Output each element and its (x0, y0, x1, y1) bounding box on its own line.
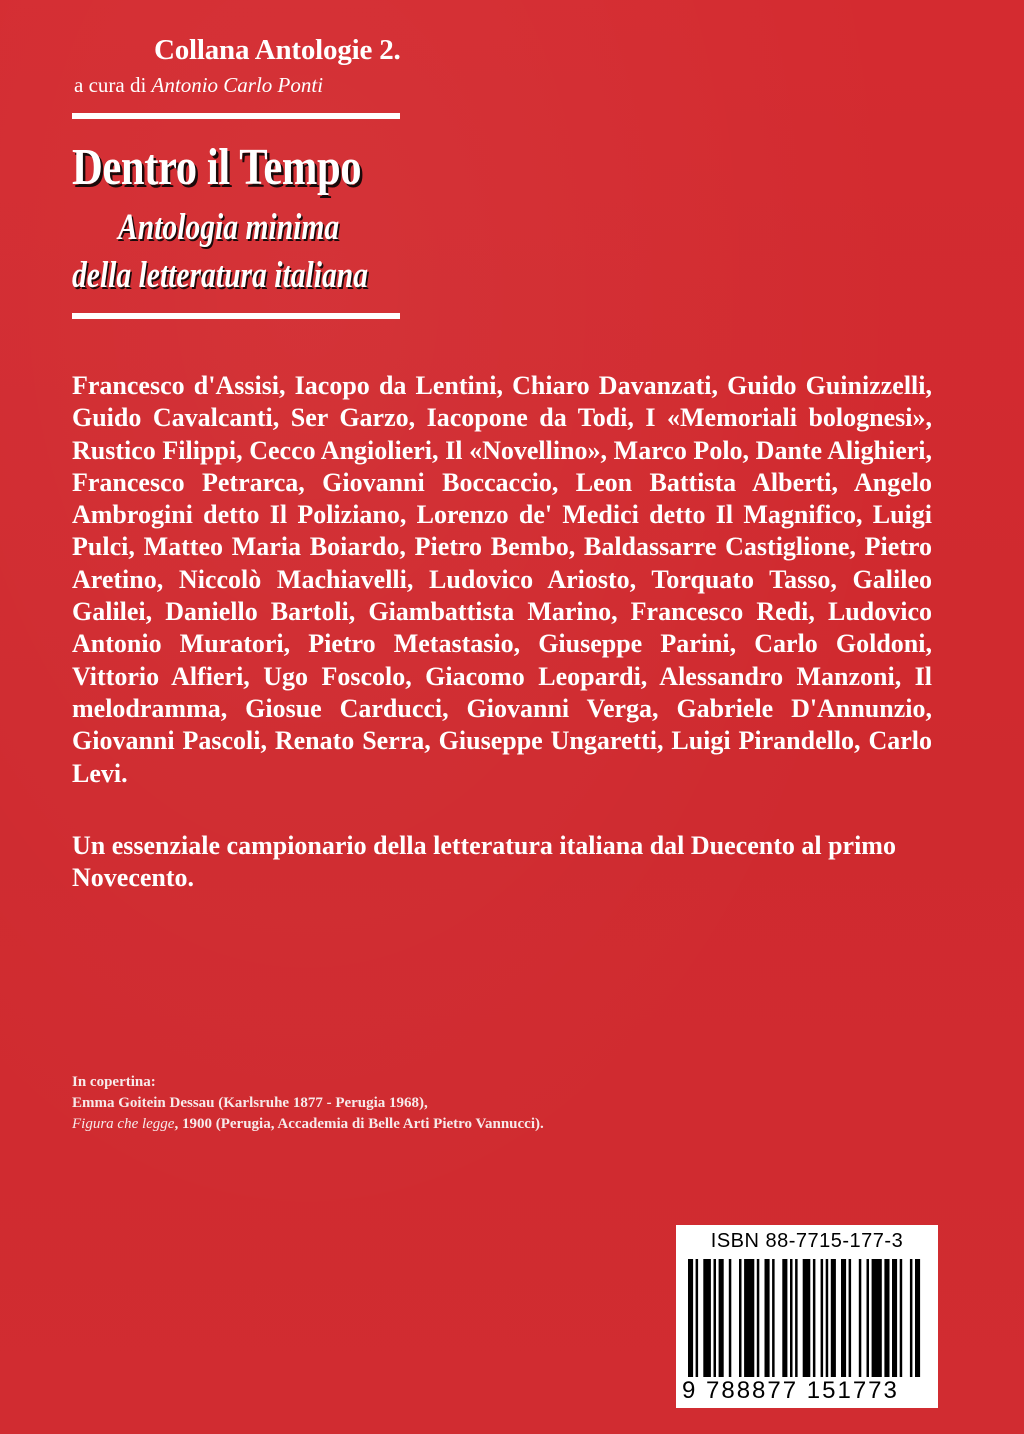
credits-work-title: Figura che legge (72, 1116, 175, 1132)
barcode-icon (686, 1259, 928, 1377)
barcode-bar (772, 1259, 775, 1377)
barcode-bar (765, 1259, 770, 1377)
credits-label: In copertina: (72, 1074, 156, 1090)
ean-number: 9 788877 151773 (682, 1377, 899, 1404)
barcode-bar (729, 1259, 732, 1377)
barcode-bar (757, 1259, 760, 1377)
credits-artist: Emma Goitein Dessau (Karlsruhe 1877 - Perugia 1968), (72, 1095, 428, 1111)
barcode-bar (795, 1259, 798, 1377)
subtitle-line-2: della letteratura italiana (72, 255, 369, 296)
barcode-bar (696, 1259, 699, 1377)
barcode-bar (872, 1259, 882, 1377)
barcode-bar (688, 1259, 693, 1377)
curator-line (74, 73, 323, 98)
barcode-bar (782, 1259, 787, 1377)
credits-work-details: , 1900 (Perugia, Accademia di Belle Arti Pietro Vannucci). (174, 1116, 544, 1132)
barcode-bar (892, 1259, 897, 1377)
barcode-bar (739, 1259, 742, 1377)
subtitle-line-1: Antologia minima (118, 207, 340, 248)
barcode-bar (849, 1259, 852, 1377)
barcode-bar (821, 1259, 824, 1377)
authors-list: Francesco d'Assisi, Iacopo da Lentini, Chiaro Davanzati, Guido Guinizzelli, Guido Cavalcanti, Ser Garzo, Iacopone da Todi, I «Memoriali bolognesi», Rustico Filippi, Cecco Angiolieri, Il «Novellino», Marco Polo, Dante Alighieri, Francesco Petrarca, Giovanni Boccaccio, Leon Battista Alberti, Angelo Ambrogini detto Il Poliziano, Lorenzo de' Medici detto Il Magnifico, Luigi Pulci, Matteo Maria Boiardo, Pietro Bembo, Baldassarre Castiglione, Pietro Aretino, Niccolò Machiavelli, Ludovico Ariosto, Torquato Tasso, Galileo Galilei, Daniello Bartoli, Giambattista Marino, Francesco Redi, Ludovico Antonio Muratori, Pietro Metastasio, Giuseppe Parini, Carlo Goldoni, Vittorio Alfieri, Ugo Foscolo, Giacomo Leopardi, Alessandro Manzoni, Il melodramma, Giosue Carducci, Giovanni Verga, Gabriele D'Annunzio, Giovanni Pascoli, Renato Serra, Giuseppe Ungaretti, Luigi Pirandello, Carlo Levi. (72, 371, 932, 788)
barcode-bar (915, 1259, 920, 1377)
barcode-bar (841, 1259, 846, 1377)
bottom-divider (72, 313, 400, 319)
barcode-bar (859, 1259, 862, 1377)
barcode-bar (900, 1259, 903, 1377)
barcode-bar (884, 1259, 889, 1377)
barcode-bar (703, 1259, 711, 1377)
barcode-bar (867, 1259, 870, 1377)
series-title: Collana Antologie 2. (154, 34, 401, 66)
barcode-bar (714, 1259, 717, 1377)
barcode-bar (744, 1259, 754, 1377)
book-title: Dentro il Tempo (72, 139, 362, 196)
barcode-bar (803, 1259, 811, 1377)
barcode-bar (790, 1259, 793, 1377)
curator-name: Antonio Carlo Ponti (151, 73, 324, 97)
barcode-bar (719, 1259, 724, 1377)
barcode-bar (831, 1259, 836, 1377)
curator-prefix: a cura di (74, 73, 147, 97)
barcode-bar (910, 1259, 913, 1377)
top-divider (72, 113, 400, 119)
barcode-box (676, 1225, 938, 1408)
cover-credits (72, 1072, 544, 1135)
isbn-label: ISBN 88-7715-177-3 (710, 1230, 904, 1252)
summary-text: Un essenziale campionario della letteratura italiana dal Duecento al primo Novecento. (72, 831, 896, 893)
credits-work (72, 1114, 544, 1135)
barcode-bar (813, 1259, 816, 1377)
barcode-bar (826, 1259, 829, 1377)
